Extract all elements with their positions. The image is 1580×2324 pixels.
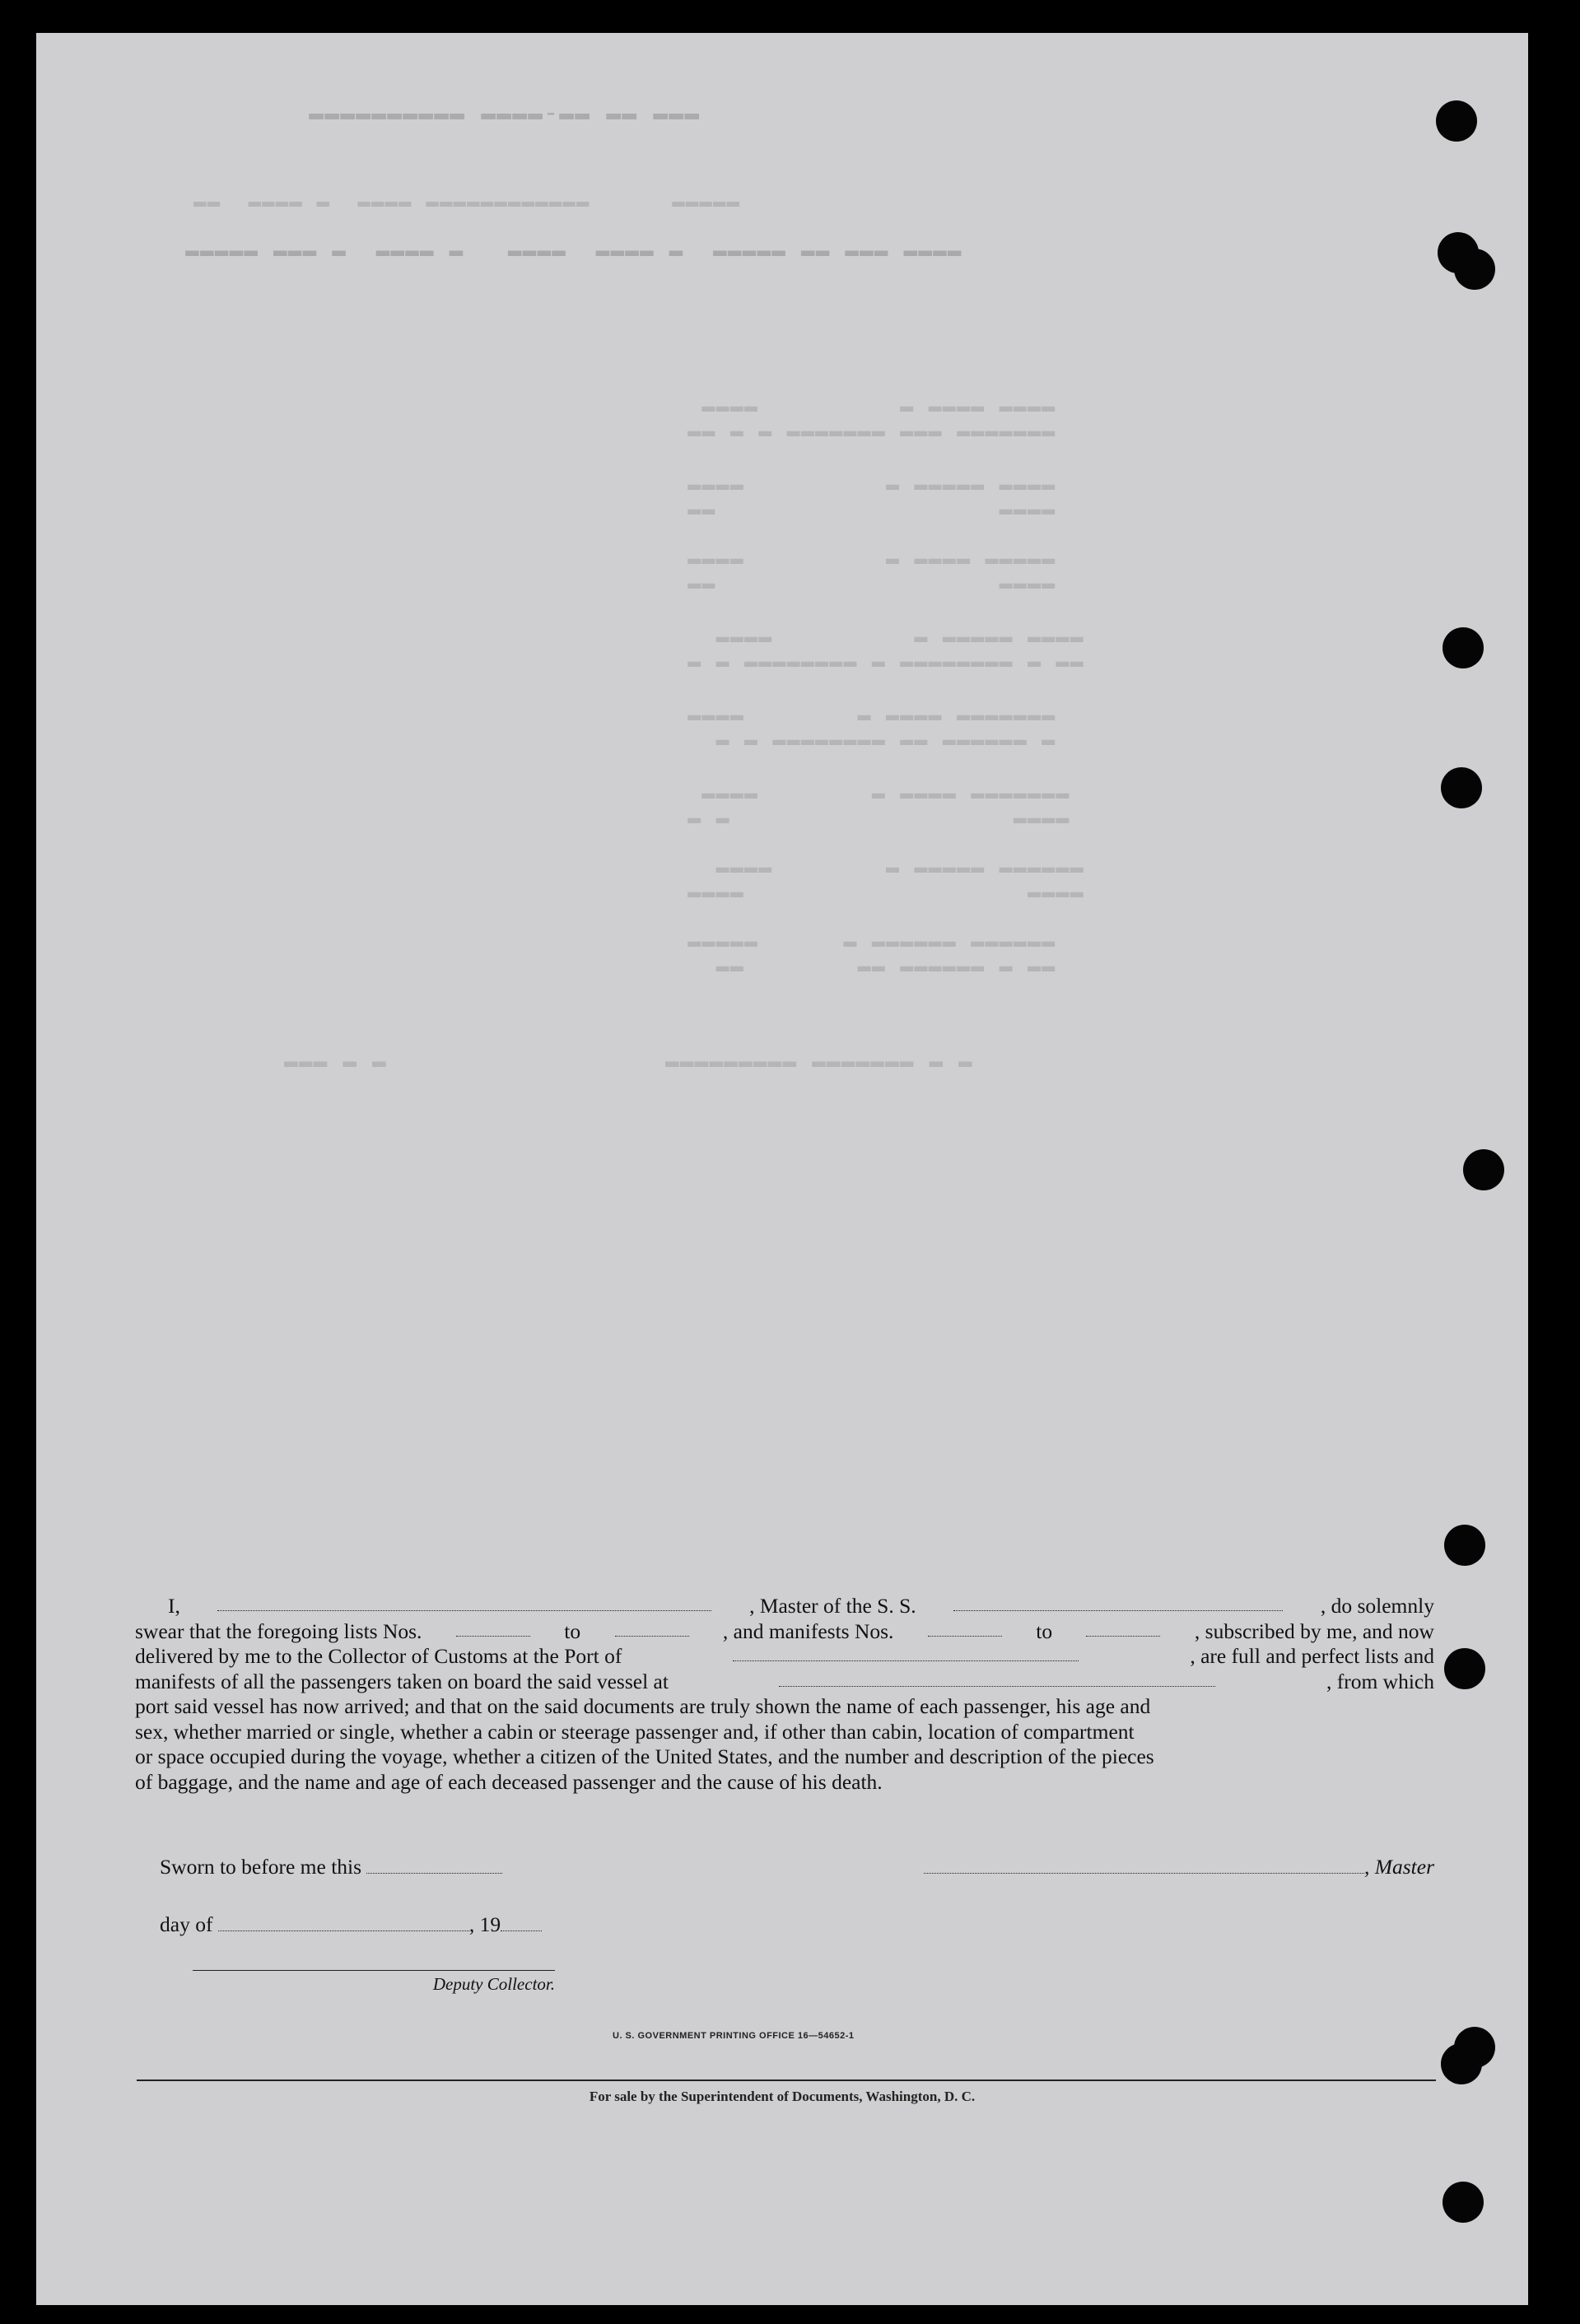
oath-line-7 [135, 1744, 1434, 1770]
oath-paragraph [135, 1594, 1434, 1795]
oath-text: , subscribed by me, and now [1194, 1618, 1434, 1643]
master-label: , Master [1364, 1855, 1434, 1879]
lists-to-field[interactable] [615, 1619, 689, 1637]
oath-text: I, [168, 1594, 180, 1618]
manifests-from-field[interactable] [928, 1619, 1002, 1637]
bleed-through-row: ▬▬▬▬ ▬▬▬▬▬ ▬ ▬▬▬▬ ▬▬ ▬ ▬▬▬▬▬▬▬▬ ▬ ▬▬▬▬▬▬▬▬ ▬ ▬ [687, 626, 1084, 675]
document-page [36, 33, 1528, 2305]
sale-notice: For sale by the Superintendent of Documents, Washington, D. C. [589, 2089, 976, 2104]
bleed-through-heading: ▬▬▬ ▬▬ ▬▬-▬▬▬▬ ▬▬▬▬▬▬▬▬▬▬ [308, 100, 700, 128]
bleed-through-row: ▬▬▬▬ ▬▬▬▬▬ ▬ ▬▬▬▬ ▬▬▬▬ ▬▬ [687, 473, 1056, 523]
oath-text: , do solemnly [1320, 1594, 1434, 1618]
bleed-through-row: ▬▬▬▬▬▬▬ ▬▬▬▬ ▬ ▬▬▬▬ ▬▬▬▬ ▬ ▬ [687, 782, 1070, 831]
punch-hole-icon [1454, 249, 1495, 290]
punch-hole-icon [1443, 2182, 1484, 2223]
sworn-label: Sworn to before me this [160, 1855, 362, 1879]
oath-text: , are full and perfect lists and [1190, 1644, 1434, 1668]
sworn-date-field[interactable] [366, 1856, 502, 1874]
bleed-through-row: ▬▬▬▬▬▬▬ ▬▬▬▬ ▬ ▬▬▬▬ ▬ ▬▬▬▬▬▬ ▬▬ ▬▬▬▬▬▬▬▬ ▬ ▬ [687, 704, 1056, 753]
oath-text: delivered by me to the Collector of Customs at the Port of [135, 1644, 622, 1668]
oath-text: to [1036, 1618, 1053, 1643]
year-field[interactable] [501, 1914, 542, 1931]
deputy-collector-label: Deputy Collector. [432, 1974, 555, 1994]
punch-hole-icon [1441, 2043, 1482, 2084]
oath-line-4 [135, 1670, 1434, 1695]
master-signature-field[interactable] [924, 1856, 1364, 1874]
bleed-through-subheading: ▬▬▬▬▬ ▬▬▬▬▬▬▬▬▬▬▬▬ ▬▬▬▬ ▬ ▬▬▬▬ ▬▬ [193, 189, 740, 214]
deputy-collector-block [193, 1970, 555, 1995]
oath-text: swear that the foregoing lists Nos. [135, 1618, 422, 1643]
oath-text: port said vessel has now arrived; and that on the said documents are truly shown the name of each passenger, his age and [135, 1694, 1151, 1718]
punch-hole-icon [1441, 767, 1482, 808]
punch-hole-icon [1444, 1525, 1485, 1566]
port-of-arrival-field[interactable] [733, 1644, 1079, 1661]
oath-line-8 [135, 1770, 1434, 1795]
bleed-through-row: ▬▬▬▬▬▬ ▬▬▬▬▬ ▬ ▬▬▬▬ ▬▬▬▬ ▬▬▬▬ [687, 856, 1084, 906]
footer-rule [137, 2079, 1436, 2081]
year-label: , 19 [468, 1912, 501, 1936]
bleed-through-row: ▬▬▬▬ ▬▬▬▬ ▬ ▬▬▬▬ ▬▬▬▬▬▬▬ ▬▬▬ ▬▬▬▬▬▬▬ ▬ ▬ ▬▬ [687, 395, 1056, 445]
oath-line-1 [135, 1594, 1434, 1619]
bleed-through-title: ▬▬▬▬ ▬▬▬ ▬▬ ▬▬▬▬▬ ▬ ▬▬▬▬ ▬▬▬▬ ▬ ▬▬▬▬ ▬ ▬▬▬ ▬▬▬▬▬ [184, 239, 962, 264]
manifests-to-field[interactable] [1086, 1619, 1160, 1637]
oath-text: manifests of all the passengers taken on board the said vessel at [135, 1669, 669, 1693]
oath-text: , Master of the S. S. [749, 1594, 916, 1618]
bleed-through-row: ▬▬▬▬▬ ▬▬▬▬ ▬ ▬▬▬▬ ▬▬▬▬ ▬▬ [687, 547, 1056, 597]
oath-line-5 [135, 1694, 1434, 1720]
bleed-through-row: ▬▬▬▬▬▬ ▬▬▬▬▬▬ ▬ ▬▬▬▬▬ ▬▬ ▬ ▬▬▬▬▬▬ ▬▬ ▬▬ [687, 930, 1056, 980]
port-of-departure-field[interactable] [779, 1670, 1215, 1687]
bleed-through-signature: ▬ ▬ ▬▬▬▬▬▬▬ ▬▬▬▬▬▬▬▬▬ ▬ ▬ ▬▬▬ [283, 1050, 972, 1075]
deputy-signature-line[interactable] [193, 1970, 555, 1971]
lists-from-field[interactable] [456, 1619, 530, 1637]
oath-text: , and manifests Nos. [722, 1618, 894, 1643]
punch-hole-icon [1443, 627, 1484, 668]
printing-office-imprint: U. S. GOVERNMENT PRINTING OFFICE 16—54652-1 [613, 2031, 855, 2041]
ship-name-field[interactable] [953, 1594, 1283, 1611]
punch-hole-icon [1444, 1648, 1485, 1689]
oath-line-2 [135, 1619, 1434, 1645]
punch-hole-icon [1436, 100, 1477, 142]
oath-line-6 [135, 1720, 1434, 1745]
punch-hole-icon [1463, 1149, 1504, 1190]
oath-text: , from which [1326, 1669, 1434, 1693]
oath-text: of baggage, and the name and age of each deceased passenger and the cause of his death. [135, 1769, 883, 1794]
oath-text: sex, whether married or single, whether a cabin or steerage passenger and, if other than cabin, location of compartment [135, 1719, 1135, 1744]
oath-text: or space occupied during the voyage, whether a citizen of the United States, and the number and description of the pieces [135, 1744, 1154, 1768]
oath-line-3 [135, 1644, 1434, 1670]
oath-text: to [564, 1618, 581, 1643]
day-of-label: day of [160, 1912, 213, 1936]
master-name-field[interactable] [217, 1594, 711, 1611]
sworn-section [160, 1855, 1434, 1937]
month-field[interactable] [218, 1914, 469, 1931]
